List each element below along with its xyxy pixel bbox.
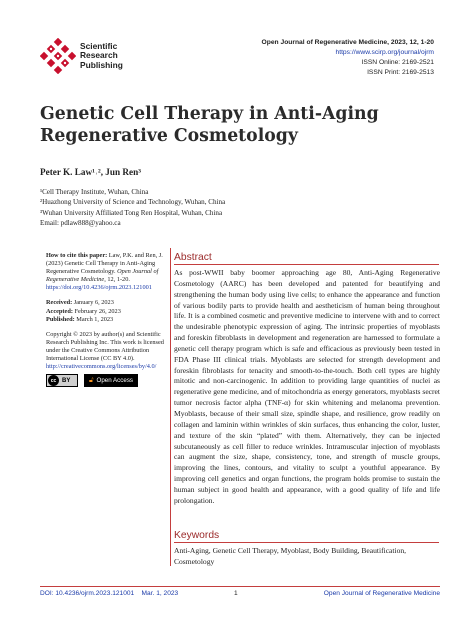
cite-text: Law, P.K. and Ren, J. (2023) Genetic Cell Therapy in Anti-Aging Regenerative Cosmetology.	[46, 252, 163, 276]
received-date: January 6, 2023	[72, 299, 114, 307]
affiliation-1: ¹Cell Therapy Institute, Wuhan, China	[40, 188, 149, 196]
publisher-line-1: Scientific	[80, 40, 118, 51]
abstract-rule	[174, 264, 439, 265]
footer-journal: Open Journal of Regenerative Medicine	[323, 590, 440, 597]
affiliation-3: ³Wuhan University Affiliated Tong Ren Hospital, Wuhan, China	[40, 208, 223, 217]
keywords-heading: Keywords	[174, 530, 220, 541]
license-badges	[46, 374, 164, 387]
keywords-text: Anti-Aging, Genetic Cell Therapy, Myoblast, Body Building, Beautification, Cosmetology	[174, 546, 407, 566]
cite-label: How to cite this paper:	[46, 252, 108, 259]
footer-doi-text[interactable]: DOI: 10.4236/ojrm.2023.121001	[40, 590, 135, 597]
journal-citation: Open Journal of Regenerative Medicine, 2023, 12, 1-20	[261, 39, 434, 46]
paper-title	[40, 104, 440, 147]
open-access-label: Open Access	[96, 376, 134, 384]
cite-volume: , 12, 1-20.	[104, 276, 130, 284]
keywords-rule	[174, 542, 439, 543]
footer-doi	[40, 590, 178, 597]
cc-icon: cc	[48, 375, 59, 386]
author-email: Email: pdlaw888@yahoo.ca	[40, 218, 121, 227]
journal-info	[262, 38, 434, 78]
cite-journal: Open Journal of Regenerative Medicine	[46, 268, 159, 284]
received-label: Received:	[46, 299, 73, 307]
affiliation-2: ²Huazhong University of Science and Technology, Wuhan, China	[40, 198, 226, 207]
abstract-heading: Abstract	[174, 252, 212, 263]
accepted-label: Accepted:	[46, 307, 73, 315]
accepted-date: February 26, 2023	[72, 307, 121, 315]
title-line-1: Genetic Cell Therapy in Anti-Aging	[40, 104, 379, 124]
footer-date: Mar. 1, 2023	[141, 590, 179, 597]
issn-print: ISSN Print: 2169-2513	[367, 69, 434, 76]
abstract-text: As post-WWII baby boomer approaching age 80, Anti-Aging Regenerative Cosmetology (AARC) has been developed and patented for beautifying and strengthening the human body using live cells; to enhance the appearance and function of various bodily parts to provide health and aestheticism of human being throughout life. It is a combined cosmetic and preventive medicine to intervene with and to correct the undesirable phenotypic expression of aging. The intrinsic properties of myoblasts and foreskin fibroblasts in development and regeneration are harnessed to formulate a genetic cell therapy program which is safe and efficacious as previously been tested in FDA Phase III clinical trials. Myoblasts are selected for strength development and foreskin fibroblasts for tenacity and smooth-to-the-touch. Both cell types are highly mitotic and non-carcinogenic. In addition to providing large quantities of nuclei as regenerative gene medicine, and of mitochondria as energy generators, myoblasts secret tumor necrosis factor alpha (TNF-α) for skin whitening and melanoma prevention. Myoblasts, because of their small size, spindle shape, and resilience, grow readily on collagen and laminin within wrinkles of skin surfaces, thus enhancing the color, luster, and texture of the skin “plated” with them. Alternatively, they can be injected subcutaneously as cell filler to reduce wrinkles. Intramuscular injection of myoblasts can augment the size, shape, consistency, tone, and strength of muscle groups, improving the lines, contours, and vitality to sculpt a youthful appearance. By improving cell genetics and organ functions, the program holds promise to sustain the human subject in good health and appearance, with a good quality of life and life prolongation.	[174, 268, 440, 505]
open-lock-icon: 🔓︎	[89, 376, 94, 384]
publisher-logo	[40, 38, 123, 74]
issn-online: ISSN Online: 2169-2521	[361, 59, 434, 66]
article-sidebar	[46, 252, 164, 394]
publisher-logo-icon	[40, 38, 76, 74]
cc-by-badge[interactable]	[46, 374, 78, 387]
by-label: BY	[62, 377, 71, 384]
authors: Peter K. Law¹˒², Jun Ren³	[40, 167, 141, 177]
publisher-line-3: Publishing	[80, 59, 123, 70]
column-divider	[170, 248, 171, 566]
page-number: 1	[234, 590, 238, 597]
footer-rule	[40, 586, 440, 587]
journal-url-link[interactable]: https://www.scirp.org/journal/ojrm	[335, 49, 434, 56]
copyright-text: Copyright © 2023 by author(s) and Scientific Research Publishing Inc. This work is licensed under the Creative Commons Attribution International License (CC BY 4.0).	[46, 330, 164, 363]
published-date: March 1, 2023	[74, 315, 114, 323]
how-to-cite	[46, 252, 164, 292]
copyright-notice	[46, 331, 164, 387]
affiliations	[40, 187, 225, 228]
open-access-badge[interactable]	[84, 374, 138, 387]
cite-doi-link[interactable]: https://doi.org/10.4236/ojrm.2023.121001	[46, 284, 152, 292]
publication-dates	[46, 299, 164, 323]
publisher-name	[80, 42, 123, 71]
publisher-line-2: Research	[80, 50, 118, 61]
published-label: Published:	[46, 315, 75, 323]
title-line-2: Regenerative Cosmetology	[40, 125, 298, 146]
license-link[interactable]: http://creativecommons.org/licenses/by/4.0/	[46, 363, 157, 371]
